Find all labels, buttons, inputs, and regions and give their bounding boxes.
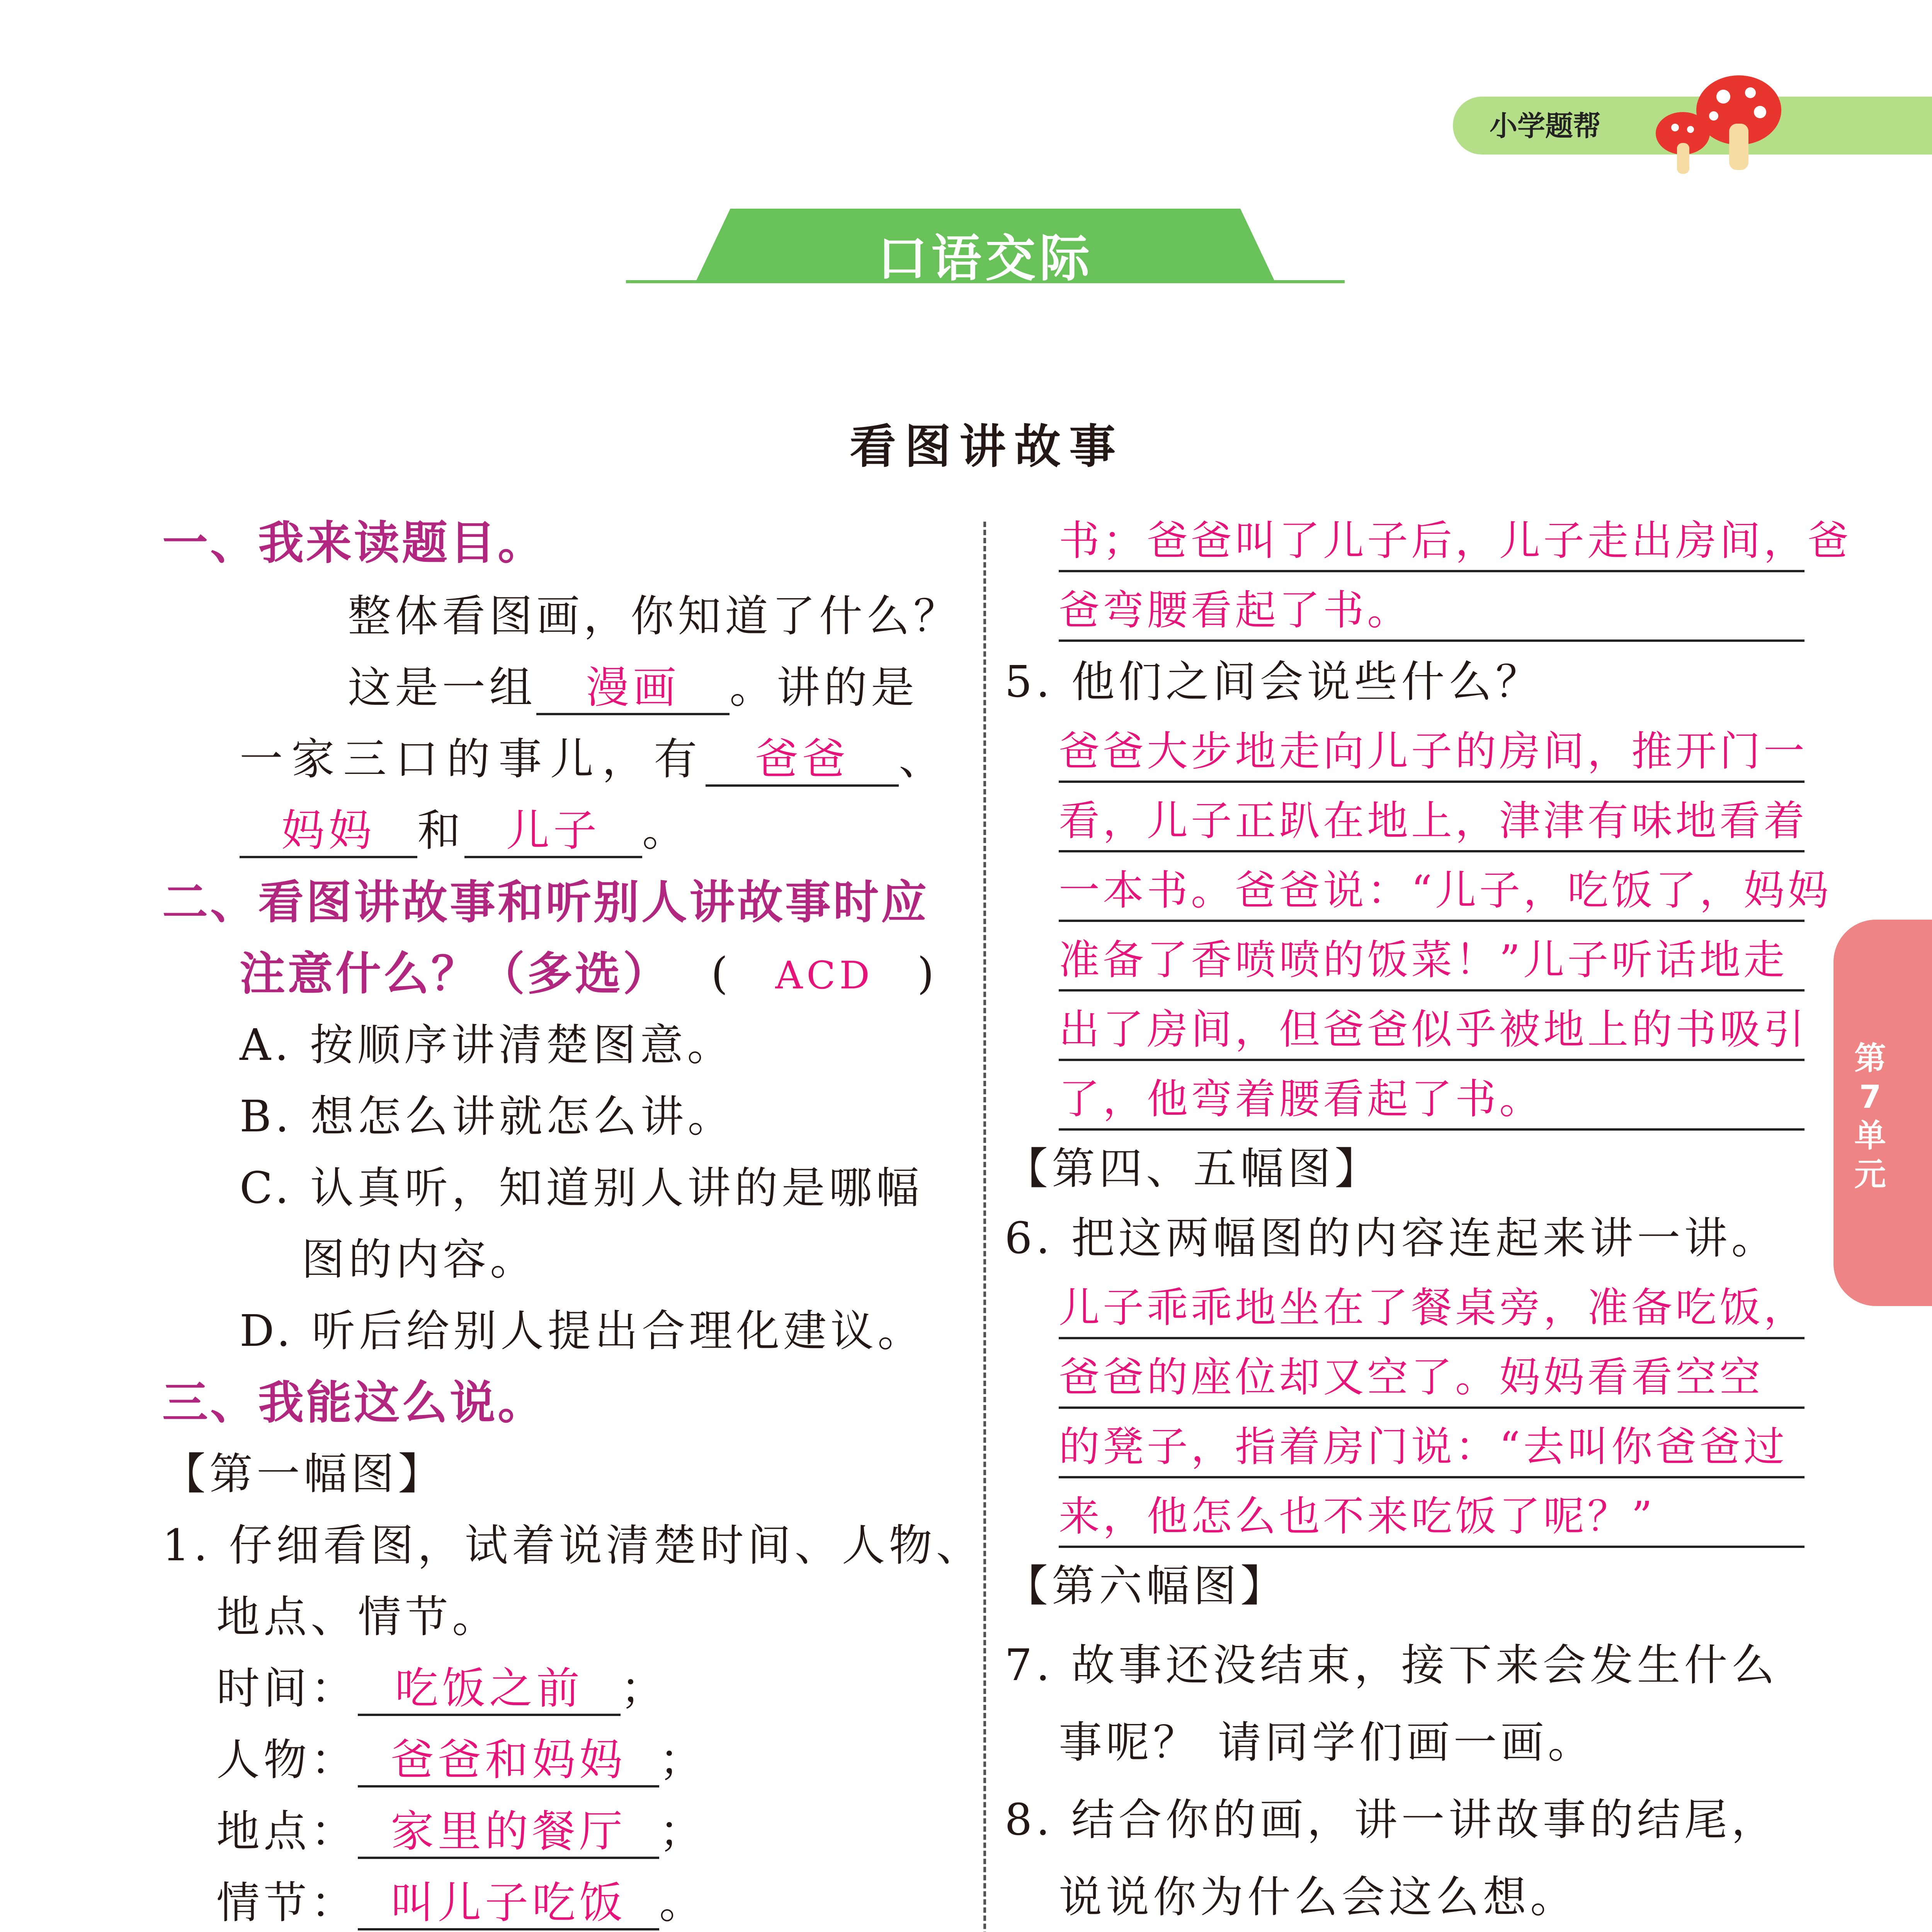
option-b: B. 想怎么讲就怎么讲。 [240,1092,735,1142]
option-d: D. 听后给别人提出合理化建议。 [240,1306,925,1356]
q2-heading-cont: 注意什么？（多选） [240,947,671,1000]
answer-blank: 吃饭之前 [358,1663,621,1716]
answer-blank: 爸爸和妈妈 [358,1735,659,1787]
q3-8-text: 8. 结合你的画，讲一讲故事的结尾， [1005,1795,1779,1845]
q3-5-answer-line: 了，他弯着腰看起了书。 [1059,1070,1804,1131]
q3-heading: 三、我能这么说。 [162,1376,546,1429]
q3-5-answer-line: 出了房间，但爸爸似乎被地上的书吸引 [1059,1001,1804,1061]
q2-heading: 二、看图讲故事和听别人讲故事时应 [162,876,929,929]
answer-blank: 爸爸 [706,734,899,787]
q3-1-text: 1. 仔细看图，试着说清楚时间、人物、 [162,1520,983,1571]
people-row: 人物： 爸爸和妈妈 ； [216,1731,706,1789]
q3-4-answer-line: 书；爸爸叫了儿子后，儿子走出房间，爸 [1059,512,1804,572]
option-c-cont: 图的内容。 [301,1235,537,1285]
unit-label: 第7单元 [1854,1040,1886,1193]
answer-blank: 妈妈 [240,806,417,858]
q3-6-answer-line: 儿子乖乖地坐在了餐桌旁，准备吃饭， [1059,1279,1804,1339]
q3-1-text-cont: 地点、情节。 [216,1592,499,1642]
q3-5-answer-line: 爸爸大步地走向儿子的房间，推开门一 [1059,723,1804,783]
q1-heading: 一、我来读题目。 [162,516,546,570]
option-a: A. 按顺序讲清楚图意。 [240,1020,735,1070]
q3-7-text: 7. 故事还没结束，接下来会发生什么 [1005,1640,1779,1690]
q3-6-text: 6. 把这两幅图的内容连起来讲一讲。 [1005,1213,1779,1264]
time-row: 时间： 吃饭之前 ； [216,1660,668,1718]
brand-label: 小学题帮 [1490,110,1601,142]
q3-5-answer-line: 看，儿子正趴在地上，津津有味地看着 [1059,792,1804,852]
column-divider [983,522,986,1932]
mushroom-icon [1646,66,1793,182]
picture-6-label: 【第六幅图】 [1005,1561,1287,1611]
q3-7-text-cont: 事呢？ 请同学们画一画。 [1059,1718,1595,1768]
q2-answer-paren: ( ACD ) [711,949,938,999]
place-row: 地点： 家里的餐厅 ； [216,1803,706,1861]
q3-5-text: 5. 他们之间会说些什么？ [1005,657,1543,707]
q1-line-a: 这是一组 漫画 。讲的是 [348,659,918,717]
picture-45-label: 【第四、五幅图】 [1005,1144,1382,1194]
picture-1-label: 【第一幅图】 [162,1449,445,1499]
page-title: 看图讲故事 [850,419,1124,474]
q3-8-text-cont: 说说你为什么会这么想。 [1059,1872,1577,1922]
answer-blank: 漫画 [536,663,730,715]
q3-6-answer-line: 爸爸的座位却又空了。妈妈看看空空 [1059,1349,1804,1409]
q1-prompt: 整体看图画，你知道了什么？ [348,591,961,641]
q3-6-answer-line: 的凳子，指着房门说：“去叫你爸爸过 [1059,1418,1804,1478]
q1-line-c: 妈妈 和 儿子 。 [240,802,689,860]
q1-line-b: 一家三口的事儿，有 爸爸 、 [240,730,951,788]
section-title: 口语交际 [877,229,1094,288]
option-c: C. 认真听，知道别人讲的是哪幅 [240,1163,923,1213]
q3-4-answer-line: 爸弯腰看起了书。 [1059,582,1804,642]
answer-blank: 叫儿子吃饭 [358,1878,659,1930]
q3-6-answer-line: 来，他怎么也不来吃饭了呢？” [1059,1488,1804,1548]
plot-row: 情节： 叫儿子吃饭 。 [216,1874,706,1932]
answer-blank: 儿子 [464,806,642,858]
answer-blank: 家里的餐厅 [358,1806,659,1859]
q3-5-answer-line: 准备了香喷喷的饭菜！”儿子听话地走 [1059,931,1804,992]
q3-5-answer-line: 一本书。爸爸说：“儿子，吃饭了，妈妈 [1059,862,1804,922]
